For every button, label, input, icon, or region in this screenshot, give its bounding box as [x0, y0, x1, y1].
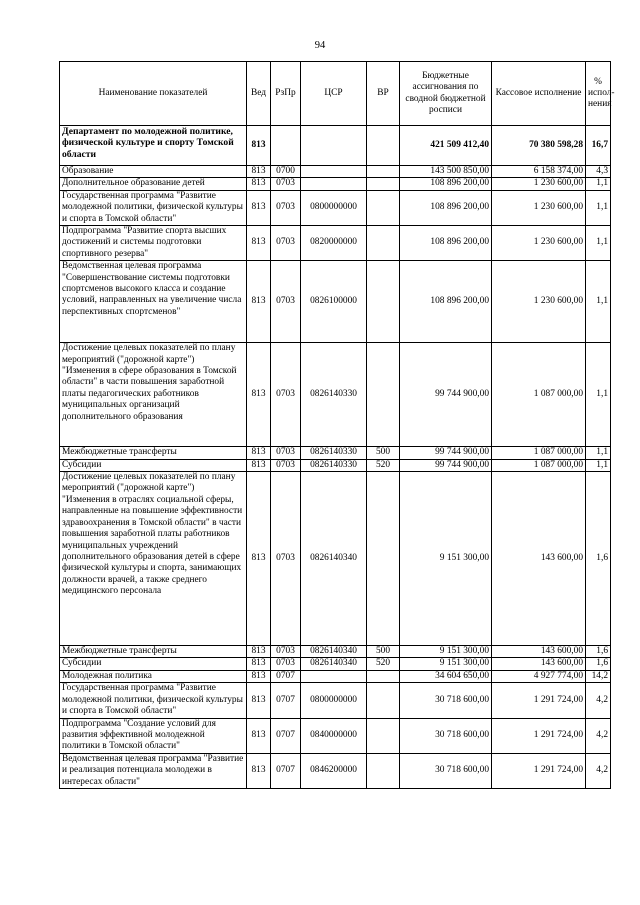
- cell-budget: 143 500 850,00: [400, 166, 492, 178]
- table-row: [60, 166, 611, 178]
- cell-vr: [367, 718, 400, 753]
- header-cash: Кассовое исполнение: [492, 62, 586, 126]
- cell-percent: 4,2: [586, 753, 611, 788]
- cell-csr: 0820000000: [301, 226, 367, 261]
- cell-rzpr: 0707: [271, 718, 301, 753]
- cell-cash: 143 600,00: [492, 658, 586, 670]
- cell-csr: [301, 166, 367, 178]
- cell-percent: 4,3: [586, 166, 611, 178]
- cell-rzpr: 0707: [271, 683, 301, 718]
- cell-budget: 9 151 300,00: [400, 646, 492, 658]
- cell-cash: 1 230 600,00: [492, 261, 586, 343]
- cell-percent: 4,2: [586, 683, 611, 718]
- cell-percent: 1,1: [586, 343, 611, 447]
- cell-budget: 30 718 600,00: [400, 683, 492, 718]
- table-header-row: [60, 62, 611, 126]
- cell-budget: 99 744 900,00: [400, 447, 492, 459]
- cell-cash: 1 230 600,00: [492, 178, 586, 190]
- cell-cash: 4 927 774,00: [492, 670, 586, 682]
- cell-percent: 14,2: [586, 670, 611, 682]
- cell-ved: 813: [247, 459, 271, 471]
- cell-vr: [367, 226, 400, 261]
- cell-percent: 1,6: [586, 646, 611, 658]
- cell-ved: 813: [247, 718, 271, 753]
- cell-cash: 1 087 000,00: [492, 459, 586, 471]
- cell-name: Государственная программа "Развитие молодежной политики, физической культуры и спорта в Томской области": [60, 190, 247, 225]
- cell-csr: 0826140340: [301, 472, 367, 646]
- table-row: [60, 190, 611, 225]
- cell-vr: [367, 472, 400, 646]
- cell-rzpr: 0703: [271, 658, 301, 670]
- cell-percent: 1,1: [586, 190, 611, 225]
- cell-ved: 813: [247, 166, 271, 178]
- cell-ved: 813: [247, 753, 271, 788]
- cell-ved: 813: [247, 646, 271, 658]
- cell-name: Подпрограмма "Развитие спорта высших достижений и системы подготовки спортивного резерва": [60, 226, 247, 261]
- cell-ved: 813: [247, 190, 271, 225]
- cell-vr: [367, 261, 400, 343]
- cell-budget: 108 896 200,00: [400, 226, 492, 261]
- cell-ved: 813: [247, 343, 271, 447]
- cell-csr: 0826140330: [301, 459, 367, 471]
- header-name: Наименование показателей: [60, 62, 247, 126]
- cell-name: Ведомственная целевая программа "Развитие и реализация потенциала молодежи в интересах области": [60, 753, 247, 788]
- cell-rzpr: 0703: [271, 472, 301, 646]
- cell-name: Субсидии: [60, 459, 247, 471]
- cell-rzpr: 0703: [271, 190, 301, 225]
- cell-cash: 1 291 724,00: [492, 718, 586, 753]
- cell-budget: 108 896 200,00: [400, 261, 492, 343]
- cell-name: Дополнительное образование детей: [60, 178, 247, 190]
- cell-percent: 1,1: [586, 261, 611, 343]
- cell-cash: 1 291 724,00: [492, 683, 586, 718]
- cell-csr: 0826140340: [301, 658, 367, 670]
- table-row: [60, 126, 611, 166]
- cell-csr: 0840000000: [301, 718, 367, 753]
- cell-cash: 70 380 598,28: [492, 126, 586, 166]
- budget-table: [59, 61, 615, 789]
- cell-budget: 108 896 200,00: [400, 190, 492, 225]
- cell-name: Департамент по молодежной политике, физической культуре и спорту Томской области: [60, 126, 247, 166]
- cell-name: Межбюджетные трансферты: [60, 646, 247, 658]
- table-row: [60, 718, 611, 753]
- cell-ved: 813: [247, 126, 271, 166]
- cell-vr: [367, 178, 400, 190]
- cell-vr: [367, 683, 400, 718]
- cell-rzpr: 0703: [271, 459, 301, 471]
- cell-cash: 6 158 374,00: [492, 166, 586, 178]
- table-row: [60, 459, 611, 471]
- cell-rzpr: 0703: [271, 646, 301, 658]
- cell-rzpr: 0707: [271, 670, 301, 682]
- cell-ved: 813: [247, 226, 271, 261]
- cell-vr: [367, 753, 400, 788]
- cell-csr: 0846200000: [301, 753, 367, 788]
- cell-budget: 108 896 200,00: [400, 178, 492, 190]
- table-row: [60, 753, 611, 788]
- header-percent: % испол-нения: [586, 62, 611, 126]
- cell-vr: [367, 126, 400, 166]
- cell-rzpr: 0703: [271, 178, 301, 190]
- header-csr: ЦСР: [301, 62, 367, 126]
- cell-percent: 1,1: [586, 178, 611, 190]
- cell-name: Достижение целевых показателей по плану мероприятий ("дорожной карте") "Изменения в сфере образования в Томской области" в части повышения заработной платы педагогических работников муниципальных организаций дополнительного образования: [60, 343, 247, 447]
- header-budget: Бюджетные ассигнования по сводной бюджетной росписи: [400, 62, 492, 126]
- cell-budget: 99 744 900,00: [400, 459, 492, 471]
- cell-ved: 813: [247, 261, 271, 343]
- header-ved: Вед: [247, 62, 271, 126]
- cell-cash: 1 087 000,00: [492, 447, 586, 459]
- cell-percent: 4,2: [586, 718, 611, 753]
- cell-budget: 9 151 300,00: [400, 658, 492, 670]
- cell-ved: 813: [247, 658, 271, 670]
- cell-ved: 813: [247, 472, 271, 646]
- table-body: [60, 126, 611, 789]
- cell-cash: 1 291 724,00: [492, 753, 586, 788]
- cell-vr: 520: [367, 658, 400, 670]
- cell-csr: [301, 670, 367, 682]
- cell-ved: 813: [247, 447, 271, 459]
- cell-percent: 1,1: [586, 459, 611, 471]
- cell-percent: 1,6: [586, 472, 611, 646]
- cell-name: Государственная программа "Развитие молодежной политики, физической культуры и спорта в Томской области": [60, 683, 247, 718]
- table-row: [60, 683, 611, 718]
- cell-name: Достижение целевых показателей по плану мероприятий ("дорожной карте") "Изменения в отраслях социальной сферы, направленные на повышение эффективности здравоохранения в Томской области" в части повышения заработной платы работников муниципальных учреждений дополнительного образования детей в сфере физической культуры и спорта, занимающих должности врачей, а также среднего медицинского персонала: [60, 472, 247, 646]
- cell-rzpr: 0703: [271, 261, 301, 343]
- cell-cash: 1 087 000,00: [492, 343, 586, 447]
- cell-name: Подпрограмма "Создание условий для развития эффективной молодежной политики в Томской области": [60, 718, 247, 753]
- cell-name: Ведомственная целевая программа "Совершенствование системы подготовки спортсменов высокого класса и создание условий, направленных на увеличение числа перспективных спортсменов": [60, 261, 247, 343]
- table-row: [60, 646, 611, 658]
- cell-csr: 0826140330: [301, 343, 367, 447]
- cell-csr: 0826140330: [301, 447, 367, 459]
- cell-ved: 813: [247, 178, 271, 190]
- cell-budget: 34 604 650,00: [400, 670, 492, 682]
- table-row: [60, 472, 611, 646]
- table-row: [60, 261, 611, 343]
- cell-name: Субсидии: [60, 658, 247, 670]
- table-row: [60, 343, 611, 447]
- cell-budget: 9 151 300,00: [400, 472, 492, 646]
- cell-rzpr: 0703: [271, 343, 301, 447]
- cell-vr: 520: [367, 459, 400, 471]
- cell-rzpr: [271, 126, 301, 166]
- cell-cash: 1 230 600,00: [492, 190, 586, 225]
- cell-csr: [301, 126, 367, 166]
- cell-csr: 0800000000: [301, 683, 367, 718]
- cell-vr: [367, 190, 400, 225]
- header-rzpr: РзПр: [271, 62, 301, 126]
- cell-csr: 0826140340: [301, 646, 367, 658]
- cell-budget: 421 509 412,40: [400, 126, 492, 166]
- cell-vr: [367, 670, 400, 682]
- header-vr: ВР: [367, 62, 400, 126]
- cell-csr: 0800000000: [301, 190, 367, 225]
- cell-name: Межбюджетные трансферты: [60, 447, 247, 459]
- cell-percent: 1,1: [586, 447, 611, 459]
- table-row: [60, 670, 611, 682]
- cell-rzpr: 0703: [271, 226, 301, 261]
- cell-cash: 143 600,00: [492, 472, 586, 646]
- cell-percent: 16,7: [586, 126, 611, 166]
- cell-budget: 30 718 600,00: [400, 718, 492, 753]
- cell-rzpr: 0707: [271, 753, 301, 788]
- cell-vr: [367, 166, 400, 178]
- cell-vr: 500: [367, 447, 400, 459]
- table-row: [60, 447, 611, 459]
- cell-ved: 813: [247, 683, 271, 718]
- cell-percent: 1,6: [586, 658, 611, 670]
- cell-budget: 99 744 900,00: [400, 343, 492, 447]
- cell-name: Молодежная политика: [60, 670, 247, 682]
- table-row: [60, 178, 611, 190]
- cell-percent: 1,1: [586, 226, 611, 261]
- cell-vr: [367, 343, 400, 447]
- cell-cash: 143 600,00: [492, 646, 586, 658]
- table-row: [60, 658, 611, 670]
- cell-ved: 813: [247, 670, 271, 682]
- cell-vr: 500: [367, 646, 400, 658]
- cell-cash: 1 230 600,00: [492, 226, 586, 261]
- table-row: [60, 226, 611, 261]
- cell-csr: 0826100000: [301, 261, 367, 343]
- cell-budget: 30 718 600,00: [400, 753, 492, 788]
- cell-rzpr: 0700: [271, 166, 301, 178]
- cell-csr: [301, 178, 367, 190]
- cell-name: Образование: [60, 166, 247, 178]
- page-number: 94: [314, 40, 326, 51]
- cell-rzpr: 0703: [271, 447, 301, 459]
